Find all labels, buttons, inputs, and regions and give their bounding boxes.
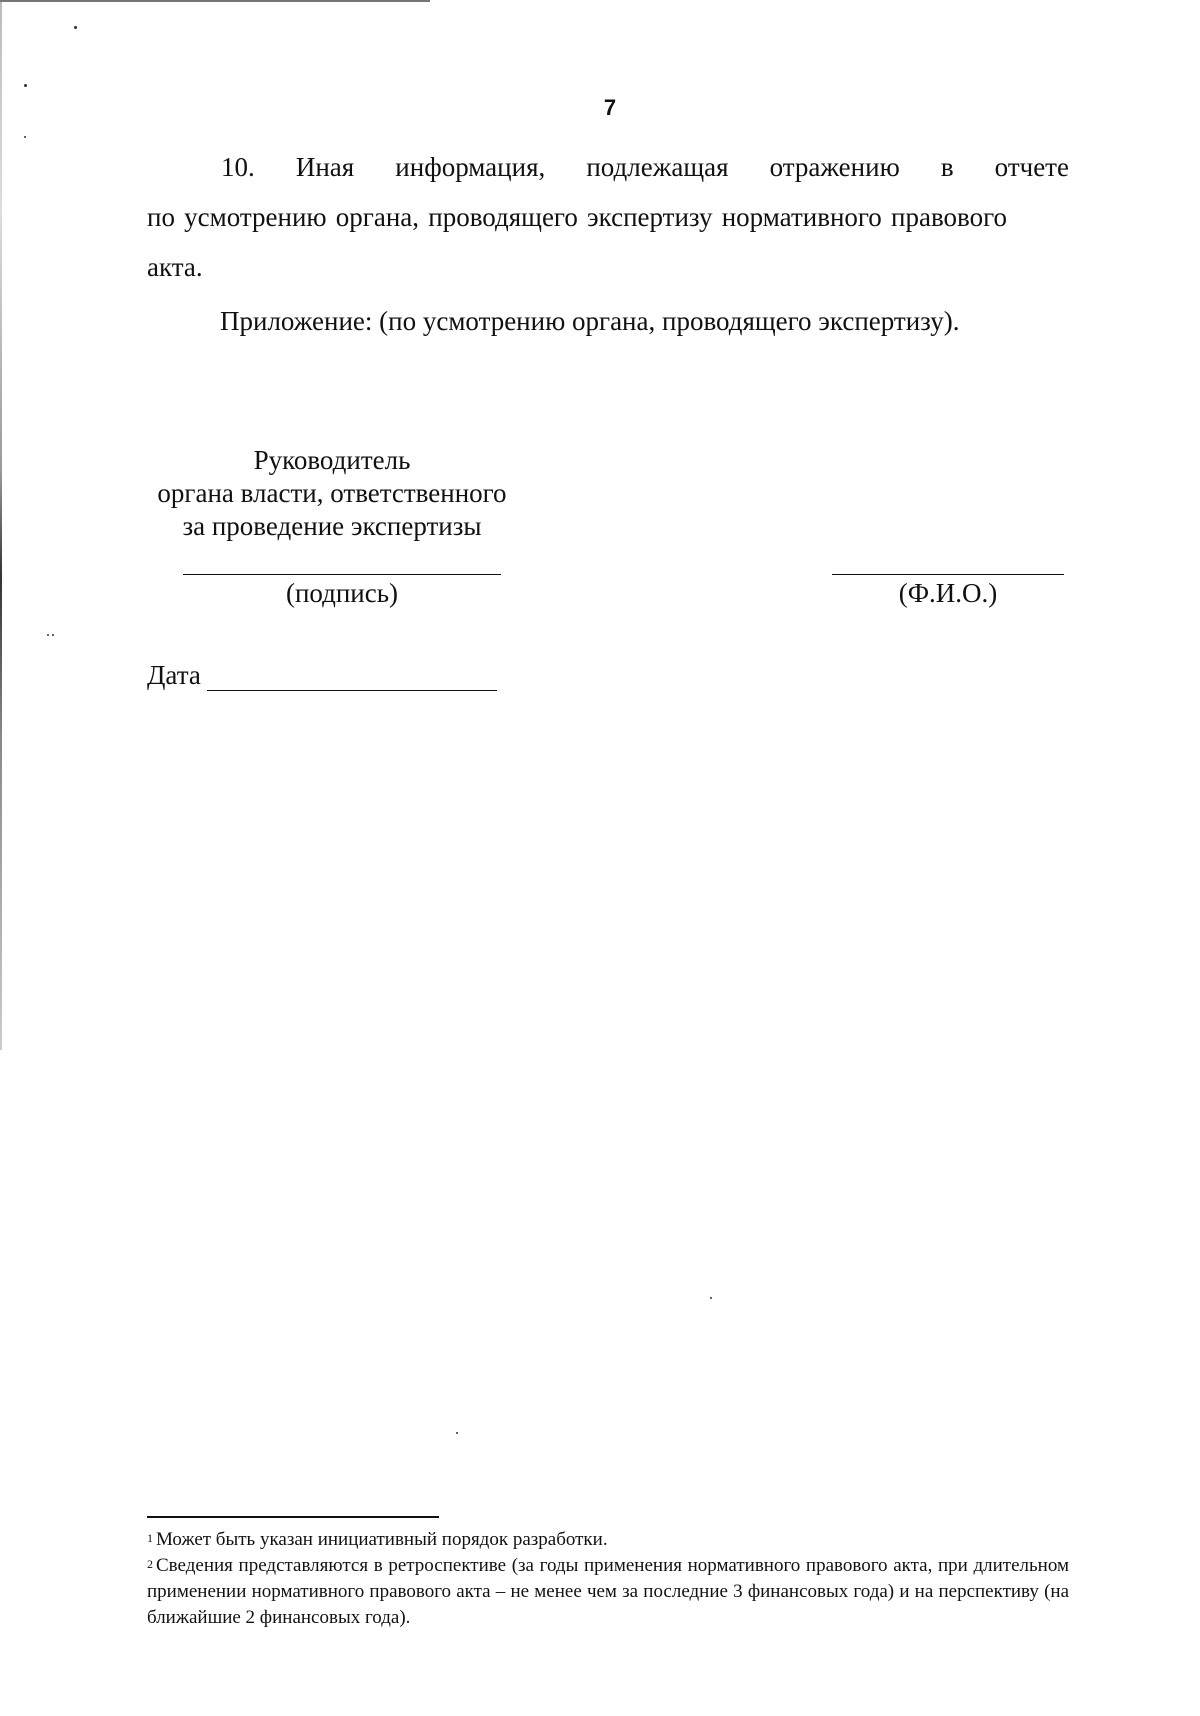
scan-speck [710,1297,712,1299]
scan-speck [47,634,49,636]
scan-speck [456,1432,458,1434]
scan-speck [52,634,54,636]
footnote-text: Может быть указан инициативный порядок разработки. [156,1529,608,1550]
signer-organ: органа власти, ответственного [157,478,507,508]
appendix-line: Приложение: (по усмотрению органа, проводящего экспертизу). [220,306,960,336]
paragraph-10 [147,142,1069,292]
footnote-text: Сведения представляются в ретроспективе (за годы применения нормативного правового акта, при длительном применении нормативного правового акта – не менее чем за последние 3 финансовых года) и на перспективу (на ближайшие 2 финансовых года). [147,1555,1069,1628]
footnotes [147,1527,1069,1631]
paragraph-word: отражению [769,152,900,182]
signer-title: Руководитель [253,445,411,475]
signer-responsibility: за проведение экспертизы [182,511,482,541]
signature-caption: (подпись) [285,578,399,608]
page-number: 7 [603,95,617,120]
scan-speck [24,84,27,87]
name-caption: (Ф.И.О.) [898,578,998,608]
paragraph-word: в [940,152,954,182]
paragraph-word: отчете [994,152,1069,182]
scan-speck [24,136,26,138]
footnote-2 [147,1553,1069,1631]
paragraph-word: Иная [295,152,355,182]
paragraph-10-first-line [147,142,1069,192]
scan-speck [74,26,77,29]
scan-top-artifact [0,0,430,2]
footnote-separator [147,1516,439,1518]
date-row [147,660,497,691]
footnote-1 [147,1527,1069,1553]
paragraph-word: подлежащая [586,152,729,182]
paragraph-10-continuation: по усмотрению органа, проводящего экспертизу нормативного правового акта. [147,202,1007,282]
date-line [207,662,497,691]
paragraph-number: 10. [221,152,255,182]
signature-line [183,574,501,575]
footnote-marker: 1 [147,1531,153,1545]
name-line [832,574,1064,575]
signer-block [147,444,517,543]
scan-edge-artifact [0,0,2,1050]
paragraph-word: информация, [395,152,546,182]
footnote-marker: 2 [147,1557,153,1571]
date-label: Дата [147,660,201,690]
